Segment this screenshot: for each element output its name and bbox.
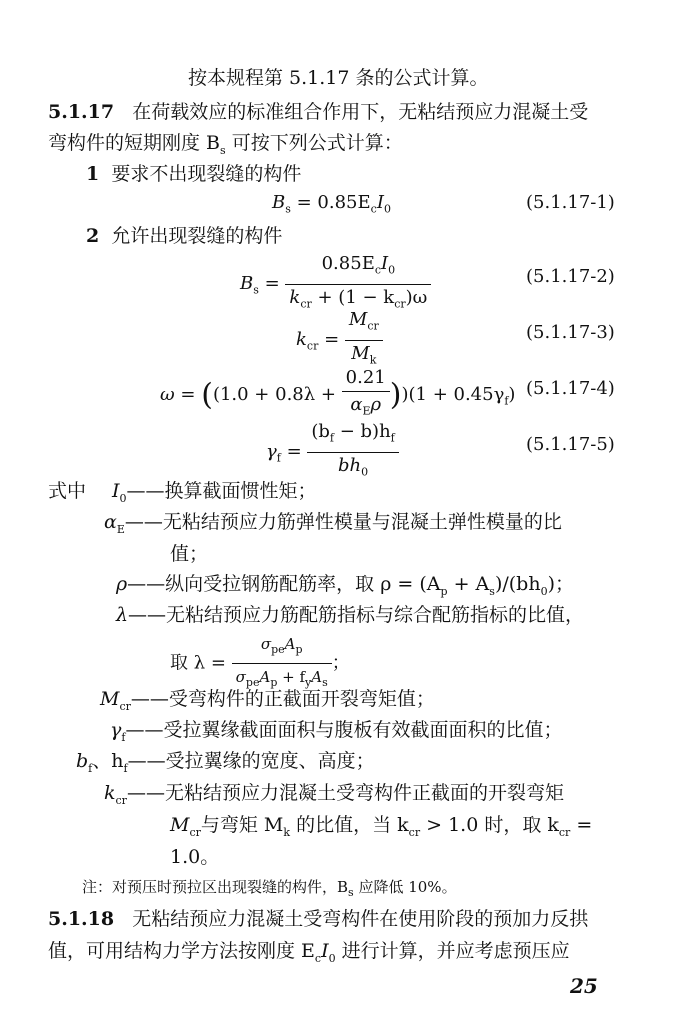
eq-text: )(1 + 0.45γ [401, 383, 505, 405]
section-5-1-17-line1 [48, 98, 588, 126]
def-text: ——换算截面惯性矩； [126, 480, 317, 502]
eq-symbol: α [350, 394, 363, 415]
def-text: )； [547, 573, 575, 595]
equation-1 [272, 192, 391, 216]
item-2 [86, 222, 282, 250]
sub: p [440, 584, 448, 598]
section-5-1-18-line1 [48, 905, 588, 933]
where-label: 式中 [48, 480, 87, 502]
equation-3-number: (5.1.17-3) [526, 322, 615, 343]
note [82, 876, 457, 899]
def-text: 、h [92, 750, 124, 772]
eq-text: (1.0 + 0.8λ + [212, 383, 342, 405]
big-paren-left: ( [201, 377, 213, 413]
def-text: ——无粘结预应力筋配筋指标与综合配筋指标的比值， [128, 604, 585, 626]
eq-symbol: ω [160, 383, 175, 405]
fraction-denominator [307, 453, 398, 485]
def-alphaE-cont [170, 538, 208, 571]
sub: cr [394, 297, 406, 311]
equation-2: $B_s$ = $\frac{0.85E_cI_0}{k_{cr} + (1 - k_{cr})\omega}$ [240, 252, 431, 316]
eq-symbol: k [289, 286, 301, 308]
def-text: = [570, 814, 593, 836]
section-number: 5.1.17 [48, 101, 115, 123]
eq-symbol: bh [338, 454, 362, 476]
sub: f [504, 394, 509, 408]
def-symbol: α [104, 511, 117, 533]
sub: cr [119, 699, 131, 713]
equation-5-number: (5.1.17-5) [526, 434, 615, 455]
def-text: ——无粘结预应力混凝土受弯构件正截面的开裂弯矩 [126, 782, 564, 804]
sub: cr [300, 297, 312, 311]
def-text: 与弯矩 M [200, 814, 284, 836]
sub: 0 [361, 465, 369, 479]
equation-4: ω = ((1.0 + 0.8λ + $\frac{0.21}{\alpha_E\rho}$ ))$(1 + 0.45\gamma_f)$ [160, 366, 515, 424]
fraction-numerator [232, 632, 332, 664]
sub: s [348, 886, 354, 899]
sub: cr [189, 825, 201, 839]
sub: s [322, 676, 328, 689]
big-paren-right: ) [389, 377, 402, 413]
sub: cr [306, 339, 319, 353]
sub: k [283, 825, 291, 839]
def-text: > 1.0 时，取 k [420, 814, 559, 836]
page-number: 25 [570, 974, 598, 998]
eq-symbol: σ [260, 635, 272, 653]
sub: f [88, 761, 93, 775]
eq-text: 0.85E [321, 253, 375, 274]
eq-text: (b [311, 421, 330, 442]
sub: pe [271, 643, 285, 656]
sub: 0 [388, 263, 396, 277]
item-text: 允许出现裂缝的构件 [111, 225, 283, 247]
fraction-numerator [345, 308, 383, 341]
def-text: )/(bh [494, 573, 541, 595]
note-text: 应降低 10%。 [353, 878, 457, 896]
def-text: 1.0。 [170, 846, 220, 868]
section-5-1-18-line2 [48, 937, 570, 973]
item-text: 要求不出现裂缝的构件 [111, 163, 302, 185]
def-symbol: k [104, 782, 116, 804]
equation-2-number: (5.1.17-2) [526, 266, 615, 287]
eq-text: 取 λ = [170, 652, 232, 674]
eq-text: + f [277, 668, 306, 686]
eq-text: = 0.85E [290, 192, 371, 213]
sub: y [305, 676, 312, 689]
eq-symbol: M [351, 342, 370, 364]
equation-5: $\gamma_f$ = $\frac{(b_f - b)h_f}{bh_0}$ [266, 420, 399, 484]
def-text: ——纵向受拉钢筋配筋率，取 ρ = (A [127, 573, 441, 595]
sub: cr [115, 793, 127, 807]
eq-symbol: B [240, 273, 254, 295]
equation-3: $k_{cr}$ = $\frac{M_{cr}}{M_k}$ [296, 308, 383, 372]
section-text: 值，可用结构力学方法按刚度 E [48, 940, 315, 962]
eq-symbol: ρ [370, 394, 382, 415]
fraction [345, 308, 383, 372]
sub: p [270, 676, 278, 689]
sub: c [314, 951, 322, 965]
eq-symbol: σ [235, 668, 246, 686]
sub: f [390, 431, 395, 445]
sub: f [121, 730, 126, 744]
equation-1-number: (5.1.17-1) [526, 192, 615, 213]
sub: c [374, 263, 381, 277]
def-text: ——受拉翼缘截面面积与腹板有效截面面积的比值； [125, 719, 563, 741]
eq-symbol: A [284, 635, 296, 653]
sub: 0 [383, 202, 391, 216]
section-symbol: I [321, 940, 329, 962]
def-symbol: I [112, 480, 120, 502]
section-text-2: 弯构件的短期刚度 B [48, 132, 221, 154]
eq-text: ； [331, 652, 350, 674]
fraction-numerator: 0.21 [342, 366, 390, 392]
item-number: 2 [86, 225, 100, 247]
def-symbol: M [170, 814, 190, 836]
sub: f [276, 451, 281, 465]
section-text: 进行计算，并应考虑预压应 [335, 940, 570, 962]
eq-symbol: A [311, 668, 323, 686]
def-symbol: M [100, 688, 120, 710]
fraction-denominator [342, 392, 390, 424]
sub: k [369, 353, 377, 367]
fraction [342, 366, 390, 424]
eq-symbol: B [272, 192, 286, 213]
fraction-numerator [307, 420, 398, 453]
eq-symbol: k [296, 329, 307, 351]
def-text: 值； [170, 543, 209, 565]
sub: 0 [328, 951, 336, 965]
eq-text: )ω [405, 286, 428, 308]
sub: cr [408, 825, 421, 839]
item-number: 1 [86, 163, 100, 185]
sub: c [370, 202, 377, 216]
sub: f [329, 431, 334, 445]
sub: s [220, 143, 226, 157]
eq-symbol: M [348, 309, 368, 330]
eq-text: − b)h [334, 421, 391, 442]
eq-symbol: A [259, 668, 271, 686]
def-text: + A [447, 573, 490, 595]
sub: s [253, 283, 259, 297]
section-text: 在荷载效应的标准组合作用下，无粘结预应力混凝土受 [132, 101, 589, 123]
def-kcr-cont2 [170, 841, 219, 874]
def-text: ——受弯构件的正截面开裂弯矩值； [130, 688, 435, 710]
section-text: 无粘结预应力混凝土受弯构件在使用阶段的预加力反拱 [132, 908, 589, 930]
sub: f [123, 761, 128, 775]
section-number: 5.1.18 [48, 908, 115, 930]
def-text: ——无粘结预应力筋弹性模量与混凝土弹性模量的比 [124, 511, 562, 533]
def-kcr-cont [170, 809, 592, 849]
sub: cr [367, 319, 379, 333]
section-text-2-end: 可按下列公式计算： [225, 132, 403, 154]
def-symbol: λ [116, 604, 129, 626]
intro-line: 按本规程第 5.1.17 条的公式计算。 [188, 67, 489, 89]
fraction [307, 420, 398, 484]
sub: s [285, 202, 291, 216]
sub: 0 [119, 491, 127, 505]
eq-text: + (1 − k [311, 286, 395, 308]
sub: pe [245, 676, 260, 689]
item-1 [86, 160, 301, 188]
sub: E [116, 522, 125, 536]
equation-4-number: (5.1.17-4) [526, 378, 615, 399]
sub: p [295, 643, 303, 656]
eq-symbol: I [376, 192, 384, 213]
def-symbol: b [76, 750, 89, 772]
fraction [285, 252, 431, 316]
eq-text: ) [508, 383, 516, 405]
def-text: ——受拉翼缘的宽度、高度； [127, 750, 375, 772]
def-symbol: γ [110, 719, 122, 741]
sub: 0 [540, 584, 548, 598]
def-lambda [116, 599, 584, 632]
sub: s [489, 584, 495, 598]
sub: E [362, 404, 371, 418]
eq-symbol: γ [266, 441, 277, 463]
sub: cr [558, 825, 571, 839]
note-text: 注：对预压时预拉区出现裂缝的构件，B [82, 878, 349, 896]
def-symbol: ρ [116, 573, 128, 595]
def-text: 的比值，当 k [290, 814, 409, 836]
fraction-numerator [285, 252, 431, 285]
eq-symbol: I [381, 253, 389, 274]
